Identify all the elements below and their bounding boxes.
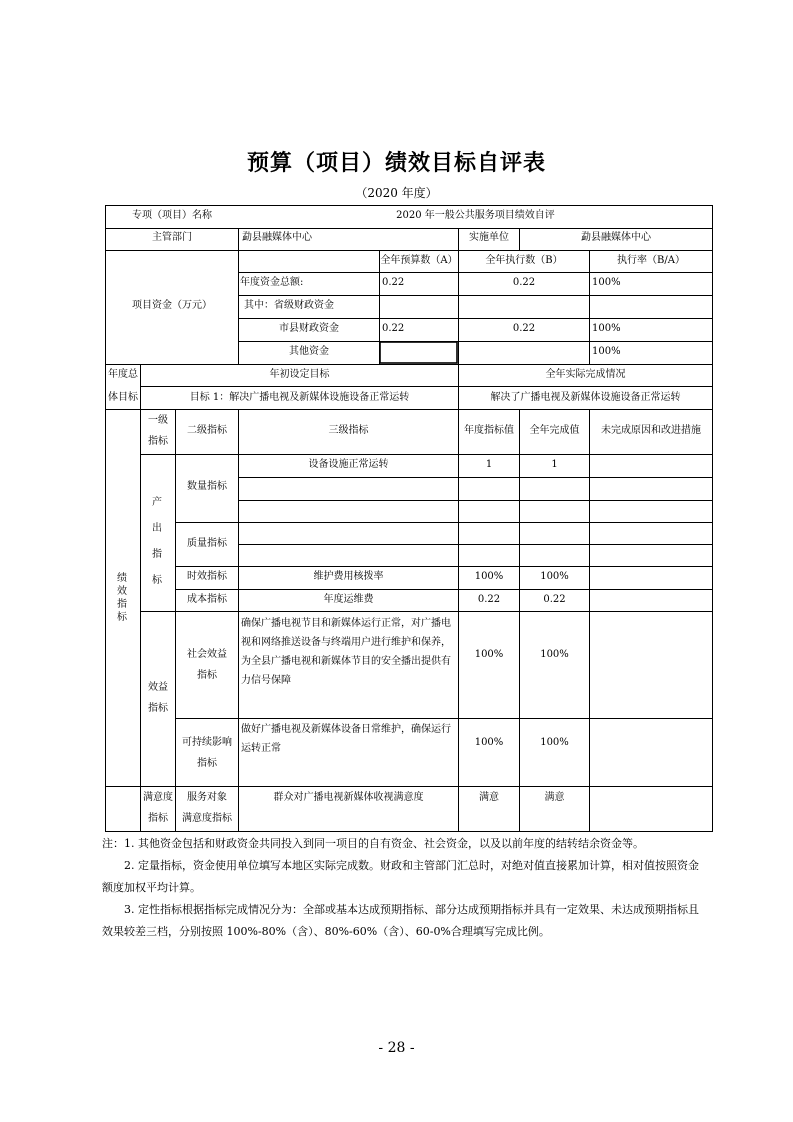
funds-row-exec: 0.22 [512,277,536,288]
quantity-item: 设备设施正常运转 [308,459,389,470]
funds-row-budget: 0.22 [382,277,405,288]
overall-label-b: 体目标 [108,392,138,403]
quantity-target: 1 [485,459,493,470]
note-3: 3. 定性指标根据指标完成情况分为：全部或基本达成预期指标、部分达成预期指标并具有一定效果、未达成预期指标且效果较差三档，分别按照 100%-80%（含）、80%-60%（含）、60-0%合理填写完成比例。 [102,903,699,938]
report-year: （2020 年度） [355,186,438,200]
cost-label: 成本指标 [187,594,227,605]
funds-row-name: 其中：省级财政资金 [244,300,334,311]
quantity-actual: 1 [551,459,558,470]
h-actual: 全年完成值 [529,425,580,436]
timeliness-label: 时效指标 [187,571,227,582]
satis-obj-a: 服务对象 [187,792,227,803]
note-2: 2. 定量指标，资金使用单位填写本地区实际完成数。财政和主管部门汇总时，对绝对值直接累加计算，相对值按照资金额度加权平均计算。 [102,859,699,894]
perf-label: 绩效指标 [117,573,127,623]
page-number: - 28 - [378,1040,415,1056]
output-label: 产出指标 [152,497,162,586]
funds-row-rate: 100% [592,323,621,334]
actual-goal-label: 全年实际完成情况 [545,369,626,380]
h-level2: 二级指标 [187,425,227,436]
sustain-target: 100% [474,737,504,748]
project-name-label: 专项（项目）名称 [132,210,212,221]
funds-col-exec: 全年执行数（B） [485,255,563,266]
funds-col-rate: 执行率（B/A） [617,255,685,266]
benefit-label-a: 效益 [148,682,168,693]
dept-label: 主管部门 [152,232,192,243]
actual-goal: 解决了广播电视及新媒体设施设备正常运转 [490,392,681,403]
timeliness-item: 维护费用核拨率 [313,571,384,582]
h-level3: 三级指标 [328,425,369,436]
note-1: 注：1. 其他资金包括和财政资金共同投入到同一项目的自有资金、社会资金，以及以前年度的结转结余资金等。 [102,837,644,850]
funds-row-rate: 100% [592,346,621,357]
satis-label-a: 满意度 [143,792,173,803]
funds-row-budget: 0.22 [382,323,405,334]
sustain-item: 做好广播电视及新媒体设备日常维护，确保运行运转正常 [241,724,451,754]
page-title: 预算（项目）绩效目标自评表 [246,150,546,176]
sustain-actual: 100% [540,737,569,748]
h-target: 年度指标值 [464,425,514,436]
funds-row-rate: 100% [592,277,621,288]
initial-goal-label: 年初设定目标 [269,369,330,380]
h-level1-a: 一级 [148,415,168,426]
impl-value: 勐县融媒体中心 [581,232,651,243]
social-target: 100% [474,649,504,660]
dept-value: 勐县融媒体中心 [242,232,312,243]
social-label-b: 指标 [197,670,217,681]
funds-label: 项目资金（万元） [132,300,212,311]
social-item: 确保广播电视节目和新媒体运行正常，对广播电视和网络推送设备与终端用户进行维护和保养，为全县广播电视和新媒体节目的安全播出提供有力信号保障 [241,618,451,686]
timeliness-target: 100% [474,571,504,582]
sustain-label-b: 指标 [197,758,217,769]
satis-item: 群众对广播电视新媒体收视满意度 [273,792,424,803]
cost-target: 0.22 [477,594,501,605]
timeliness-actual: 100% [540,571,569,582]
sustain-label-a: 可持续影响 [182,737,232,748]
funds-row-exec: 0.22 [512,323,536,334]
initial-goal: 目标 1：解决广播电视及新媒体设施设备正常运转 [189,392,410,403]
funds-row-name: 市县财政资金 [279,323,339,334]
cost-item: 年度运维费 [323,594,374,605]
cost-actual: 0.22 [543,594,566,605]
satis-label-b: 指标 [148,813,168,824]
project-name-value: 2020 年一般公共服务项目绩效自评 [396,210,555,221]
social-label-a: 社会效益 [187,649,227,660]
funds-row-name: 其他资金 [289,346,329,357]
satis-target: 满意 [479,792,499,803]
satis-actual: 满意 [544,792,565,803]
satis-obj-b: 满意度指标 [182,813,232,824]
quality-label: 质量指标 [187,538,227,549]
quantity-label: 数量指标 [187,481,227,492]
benefit-label-b: 指标 [148,703,168,714]
social-actual: 100% [540,649,569,660]
funds-col-budget: 全年预算数（A） [380,255,458,266]
funds-row-name: 年度资金总额: [240,277,304,288]
h-level1-b: 指标 [148,436,168,447]
overall-label-a: 年度总 [108,369,138,380]
impl-label: 实施单位 [469,232,509,243]
h-reason: 未完成原因和改进措施 [601,425,701,436]
